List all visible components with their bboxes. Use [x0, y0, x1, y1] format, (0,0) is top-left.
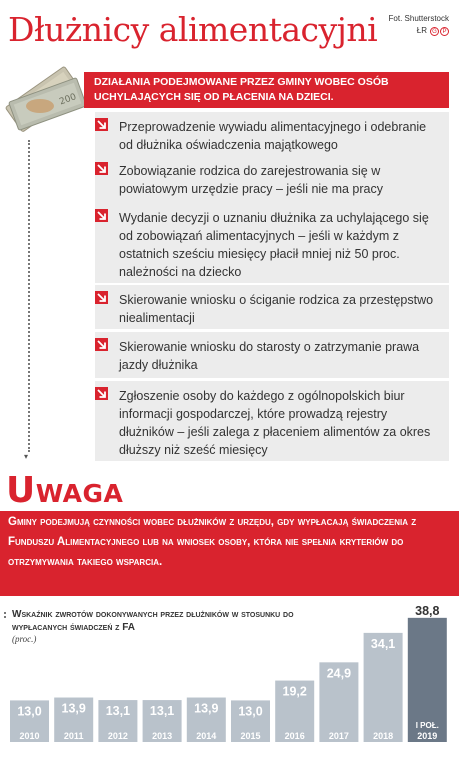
svg-text:200: 200 — [58, 92, 78, 108]
action-item-text: Zobowiązanie rodzica do zarejestrowania się w powiatowym urzędzie pracy – jeśli nie ma pracy — [119, 164, 383, 196]
actions-header: DZIAŁANIA PODEJMOWANE PRZEZ GMINY WOBEC OSÓB UCHYLAJĄCYCH SIĘ OD PŁACENIA NA DZIECI. — [84, 72, 449, 108]
photo-credit: Fot. Shutterstock — [388, 14, 449, 23]
value-label: 24,9 — [326, 666, 352, 681]
arrow-icon — [95, 291, 108, 304]
author-credit-row — [389, 25, 449, 37]
category-label: 2019 — [417, 731, 438, 741]
arrow-icon — [95, 387, 108, 400]
credits — [389, 13, 449, 37]
publisher-logo-icon: G P — [430, 27, 449, 36]
value-label: 34,1 — [370, 636, 396, 651]
action-item-3 — [95, 203, 449, 283]
category-label: 2010 — [19, 731, 40, 741]
action-item-text: Skierowanie wniosku do starosty o zatrzymanie prawa jazdy dłużnika — [119, 340, 420, 372]
arrow-icon — [95, 338, 108, 351]
connector-line — [28, 140, 30, 452]
category-label: 2012 — [107, 731, 128, 741]
chart-title-text: Wskaźnik zwrotów dokonywanych przez dłużników w stosunku do wypłacanych świadczeń z FA — [12, 609, 294, 633]
action-item-1 — [95, 112, 449, 162]
category-label: 2014 — [196, 731, 217, 741]
action-item-text: Wydanie decyzji o uznaniu dłużnika za uchylającego się od zobowiązań alimentacyjnych – jeśli w każdym z ostatnich sześciu miesięcy płacił mniej niż 50 proc. należności na dziecko — [119, 211, 429, 279]
connector-arrow-icon: ▾ — [24, 452, 29, 461]
arrow-icon — [95, 118, 108, 131]
banknotes-illustration-icon — [0, 60, 88, 140]
action-item-5 — [95, 332, 449, 378]
chart-unit: (proc.) — [12, 634, 37, 644]
arrow-icon — [95, 162, 108, 175]
category-label: 2018 — [373, 731, 394, 741]
value-label: 13,9 — [61, 701, 86, 716]
action-item-text: Przeprowadzenie wywiadu alimentacyjnego i odebranie od dłużnika oświadczenia majątkowego — [119, 120, 427, 152]
value-label: 13,1 — [149, 704, 175, 719]
value-label: 38,8 — [415, 603, 440, 618]
value-label: 19,2 — [282, 684, 307, 699]
page-title: Dłużnicy alimentacyjni — [8, 10, 378, 49]
note-heading: Uwaga — [6, 470, 124, 511]
category-label: 2015 — [240, 731, 261, 741]
action-item-text: Zgłoszenie osoby do każdego z ogólnopolskich biur informacji gospodarczej, które prowadzą rejestry dłużników – jeśli zalega z płaceniem alimentów za okres dłuższy niż sześć miesięcy — [119, 389, 431, 457]
action-item-6 — [95, 381, 449, 461]
category-label: 2013 — [152, 731, 173, 741]
action-item-2 — [95, 156, 449, 204]
value-label: 13,0 — [17, 704, 42, 719]
returns-bar-chart — [0, 600, 459, 760]
arrow-icon — [95, 209, 108, 222]
category-label: I POŁ. — [415, 721, 439, 730]
category-label: 2017 — [328, 731, 349, 741]
note-text: Gminy podejmują czynności wobec dłużników z urzędu, gdy wypłacają świadczenia z Funduszu Alimentacyjnego lub na wniosek osoby, która nie spełnia kryteriów do otrzymywania takiego wsparcia. — [0, 511, 459, 596]
author-initials: ŁR — [416, 26, 427, 35]
value-label: 13,1 — [105, 704, 131, 719]
action-item-text: Skierowanie wniosku o ściganie rodzica za przestępstwo niealimentacji — [119, 293, 434, 325]
category-label: 2011 — [63, 731, 84, 741]
category-label: 2016 — [284, 731, 305, 741]
value-label: 13,9 — [194, 701, 219, 716]
action-item-4 — [95, 285, 449, 329]
value-label: 13,0 — [238, 704, 263, 719]
